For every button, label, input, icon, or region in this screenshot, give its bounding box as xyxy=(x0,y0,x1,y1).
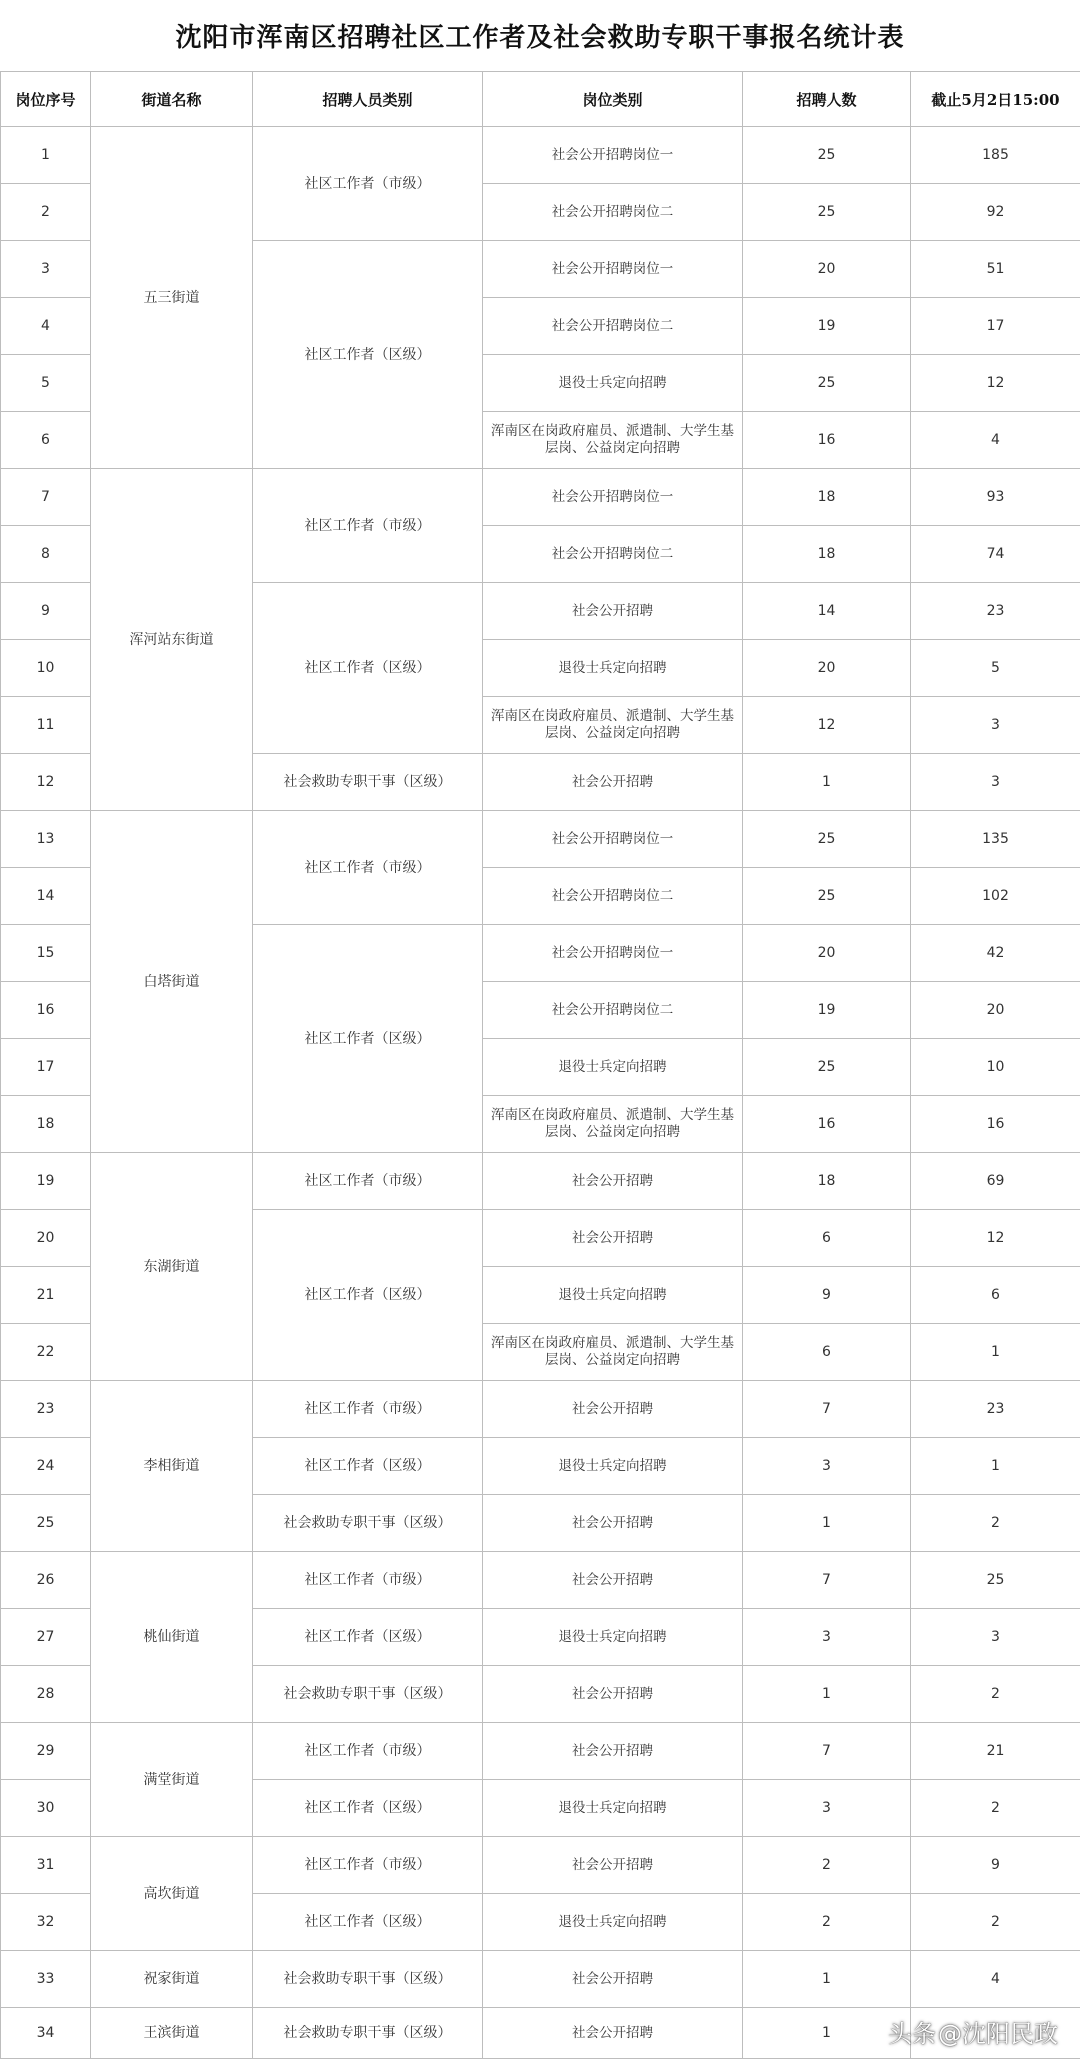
cell-applicants: 25 xyxy=(911,1552,1080,1609)
cell-position-type: 退役士兵定向招聘 xyxy=(483,1267,743,1324)
cell-applicants: 74 xyxy=(911,526,1080,583)
cell-street-name: 浑河站东街道 xyxy=(91,469,253,811)
cell-applicants: 51 xyxy=(911,241,1080,298)
cell-position-number: 19 xyxy=(1,1153,91,1210)
table-row xyxy=(1,1723,1080,1780)
cell-position-number: 28 xyxy=(1,1666,91,1723)
cell-street-name: 祝家街道 xyxy=(91,1951,253,2008)
cell-applicants: 5 xyxy=(911,640,1080,697)
cell-recruit-category: 社区工作者（区级） xyxy=(253,1210,483,1381)
cell-recruit-category: 社区工作者（市级） xyxy=(253,1381,483,1438)
table-row xyxy=(1,811,1080,868)
cell-applicants: 92 xyxy=(911,184,1080,241)
cell-quota: 25 xyxy=(743,127,911,184)
cell-quota: 12 xyxy=(743,697,911,754)
cell-position-number: 26 xyxy=(1,1552,91,1609)
header-position-number: 岗位序号 xyxy=(1,72,91,127)
cell-position-type: 社会公开招聘岗位二 xyxy=(483,868,743,925)
registration-table xyxy=(0,71,1080,2059)
cell-applicants: 6 xyxy=(911,1267,1080,1324)
cell-position-type: 退役士兵定向招聘 xyxy=(483,1894,743,1951)
cell-recruit-category: 社区工作者（区级） xyxy=(253,1609,483,1666)
cell-position-number: 6 xyxy=(1,412,91,469)
cell-recruit-category: 社会救助专职干事（区级） xyxy=(253,1495,483,1552)
cell-applicants: 16 xyxy=(911,1096,1080,1153)
cell-position-number: 16 xyxy=(1,982,91,1039)
cell-recruit-category: 社区工作者（区级） xyxy=(253,925,483,1153)
cell-position-number: 8 xyxy=(1,526,91,583)
cell-quota: 1 xyxy=(743,2008,911,2059)
cell-quota: 7 xyxy=(743,1552,911,1609)
cell-recruit-category: 社区工作者（区级） xyxy=(253,583,483,754)
cell-position-type: 浑南区在岗政府雇员、派遣制、大学生基层岗、公益岗定向招聘 xyxy=(483,697,743,754)
cell-quota: 18 xyxy=(743,526,911,583)
cell-recruit-category: 社区工作者（市级） xyxy=(253,1723,483,1780)
cell-position-number: 20 xyxy=(1,1210,91,1267)
cell-position-type: 社会公开招聘岗位一 xyxy=(483,127,743,184)
cell-quota: 6 xyxy=(743,1324,911,1381)
cell-position-number: 5 xyxy=(1,355,91,412)
cell-position-number: 31 xyxy=(1,1837,91,1894)
cell-applicants: 102 xyxy=(911,868,1080,925)
cell-quota: 1 xyxy=(743,754,911,811)
cell-position-number: 24 xyxy=(1,1438,91,1495)
cell-position-type: 浑南区在岗政府雇员、派遣制、大学生基层岗、公益岗定向招聘 xyxy=(483,412,743,469)
cell-applicants: 17 xyxy=(911,298,1080,355)
cell-applicants: 23 xyxy=(911,1381,1080,1438)
cell-position-number: 17 xyxy=(1,1039,91,1096)
cell-quota: 18 xyxy=(743,1153,911,1210)
cell-quota: 2 xyxy=(743,1837,911,1894)
cell-position-number: 29 xyxy=(1,1723,91,1780)
cell-position-number: 14 xyxy=(1,868,91,925)
cell-applicants: 20 xyxy=(911,982,1080,1039)
cell-position-number: 2 xyxy=(1,184,91,241)
table-row xyxy=(1,469,1080,526)
table-row xyxy=(1,1381,1080,1438)
header-applicants: 截止5月2日15:00 xyxy=(911,72,1080,127)
cell-applicants: 2 xyxy=(911,1780,1080,1837)
cell-quota: 7 xyxy=(743,1723,911,1780)
cell-recruit-category: 社区工作者（市级） xyxy=(253,811,483,925)
cell-position-type: 浑南区在岗政府雇员、派遣制、大学生基层岗、公益岗定向招聘 xyxy=(483,1096,743,1153)
cell-position-type: 社会公开招聘 xyxy=(483,1666,743,1723)
cell-applicants: 12 xyxy=(911,355,1080,412)
cell-position-type: 退役士兵定向招聘 xyxy=(483,1039,743,1096)
cell-recruit-category: 社区工作者（区级） xyxy=(253,241,483,469)
cell-applicants: 4 xyxy=(911,1951,1080,2008)
header-quota: 招聘人数 xyxy=(743,72,911,127)
header-position-type: 岗位类别 xyxy=(483,72,743,127)
cell-quota: 25 xyxy=(743,184,911,241)
cell-position-type: 社会公开招聘 xyxy=(483,754,743,811)
cell-position-type: 社会公开招聘 xyxy=(483,1495,743,1552)
cell-quota: 25 xyxy=(743,811,911,868)
cell-applicants: 69 xyxy=(911,1153,1080,1210)
cell-applicants: 23 xyxy=(911,583,1080,640)
cell-position-number: 13 xyxy=(1,811,91,868)
cell-quota: 6 xyxy=(743,1210,911,1267)
cell-applicants: 21 xyxy=(911,1723,1080,1780)
cell-quota: 3 xyxy=(743,1438,911,1495)
cell-applicants: 3 xyxy=(911,697,1080,754)
cell-position-number: 4 xyxy=(1,298,91,355)
cell-applicants: 4 xyxy=(911,412,1080,469)
cell-recruit-category: 社区工作者（区级） xyxy=(253,1780,483,1837)
cell-position-type: 社会公开招聘 xyxy=(483,2008,743,2059)
cell-position-number: 25 xyxy=(1,1495,91,1552)
cell-recruit-category: 社区工作者（市级） xyxy=(253,127,483,241)
cell-position-number: 32 xyxy=(1,1894,91,1951)
cell-position-number: 3 xyxy=(1,241,91,298)
cell-position-type: 社会公开招聘岗位一 xyxy=(483,241,743,298)
cell-street-name: 李相街道 xyxy=(91,1381,253,1552)
cell-recruit-category: 社区工作者（市级） xyxy=(253,1552,483,1609)
cell-recruit-category: 社区工作者（市级） xyxy=(253,1153,483,1210)
cell-recruit-category: 社会救助专职干事（区级） xyxy=(253,1666,483,1723)
table-row xyxy=(1,1951,1080,2008)
cell-position-number: 10 xyxy=(1,640,91,697)
cell-quota: 3 xyxy=(743,1609,911,1666)
cell-position-type: 社会公开招聘 xyxy=(483,1210,743,1267)
cell-quota: 18 xyxy=(743,469,911,526)
cell-quota: 16 xyxy=(743,412,911,469)
cell-quota: 1 xyxy=(743,1495,911,1552)
cell-position-type: 社会公开招聘 xyxy=(483,1837,743,1894)
cell-applicants: 3 xyxy=(911,754,1080,811)
cell-applicants: 42 xyxy=(911,925,1080,982)
cell-quota: 20 xyxy=(743,640,911,697)
cell-street-name: 高坎街道 xyxy=(91,1837,253,1951)
cell-applicants: 1 xyxy=(911,1324,1080,1381)
cell-position-type: 社会公开招聘岗位二 xyxy=(483,298,743,355)
cell-position-type: 退役士兵定向招聘 xyxy=(483,640,743,697)
cell-quota: 1 xyxy=(743,1666,911,1723)
table-header-row xyxy=(1,72,1080,127)
cell-quota: 14 xyxy=(743,583,911,640)
cell-position-type: 社会公开招聘 xyxy=(483,1153,743,1210)
cell-applicants: 93 xyxy=(911,469,1080,526)
cell-quota: 7 xyxy=(743,1381,911,1438)
cell-applicants: 3 xyxy=(911,1609,1080,1666)
cell-quota: 1 xyxy=(743,1951,911,2008)
cell-street-name: 东湖街道 xyxy=(91,1153,253,1381)
cell-quota: 20 xyxy=(743,925,911,982)
cell-position-type: 社会公开招聘岗位二 xyxy=(483,184,743,241)
cell-quota: 25 xyxy=(743,868,911,925)
cell-position-number: 15 xyxy=(1,925,91,982)
watermark xyxy=(888,2014,1058,2049)
cell-applicants: 10 xyxy=(911,1039,1080,1096)
cell-applicants: 185 xyxy=(911,127,1080,184)
cell-recruit-category: 社区工作者（区级） xyxy=(253,1438,483,1495)
cell-quota: 25 xyxy=(743,355,911,412)
cell-applicants: 135 xyxy=(911,811,1080,868)
cell-position-type: 社会公开招聘 xyxy=(483,1951,743,2008)
cell-recruit-category: 社区工作者（市级） xyxy=(253,1837,483,1894)
table-row xyxy=(1,1837,1080,1894)
cell-position-number: 21 xyxy=(1,1267,91,1324)
cell-recruit-category: 社区工作者（市级） xyxy=(253,469,483,583)
cell-position-number: 22 xyxy=(1,1324,91,1381)
cell-recruit-category: 社会救助专职干事（区级） xyxy=(253,2008,483,2059)
cell-recruit-category: 社会救助专职干事（区级） xyxy=(253,754,483,811)
watermark-account: @沈阳民政 xyxy=(938,2020,1058,2048)
cell-quota: 9 xyxy=(743,1267,911,1324)
cell-position-number: 9 xyxy=(1,583,91,640)
cell-position-number: 18 xyxy=(1,1096,91,1153)
cell-street-name: 王滨街道 xyxy=(91,2008,253,2059)
cell-quota: 19 xyxy=(743,982,911,1039)
cell-position-number: 11 xyxy=(1,697,91,754)
cell-position-number: 12 xyxy=(1,754,91,811)
cell-position-type: 社会公开招聘岗位一 xyxy=(483,469,743,526)
cell-position-type: 退役士兵定向招聘 xyxy=(483,1609,743,1666)
cell-quota: 16 xyxy=(743,1096,911,1153)
cell-position-number: 7 xyxy=(1,469,91,526)
cell-applicants: 2 xyxy=(911,1495,1080,1552)
cell-position-type: 退役士兵定向招聘 xyxy=(483,1438,743,1495)
cell-position-type: 社会公开招聘 xyxy=(483,1381,743,1438)
cell-recruit-category: 社会救助专职干事（区级） xyxy=(253,1951,483,2008)
table-row xyxy=(1,127,1080,184)
cell-position-number: 33 xyxy=(1,1951,91,2008)
cell-street-name: 桃仙街道 xyxy=(91,1552,253,1723)
cell-quota: 2 xyxy=(743,1894,911,1951)
cell-position-number: 23 xyxy=(1,1381,91,1438)
cell-applicants: 2 xyxy=(911,1666,1080,1723)
cell-position-number: 27 xyxy=(1,1609,91,1666)
cell-applicants: 12 xyxy=(911,1210,1080,1267)
cell-street-name: 满堂街道 xyxy=(91,1723,253,1837)
header-street-name: 街道名称 xyxy=(91,72,253,127)
watermark-prefix: 头条 xyxy=(888,2020,936,2048)
cell-position-type: 社会公开招聘 xyxy=(483,583,743,640)
cell-applicants: 2 xyxy=(911,1894,1080,1951)
cell-street-name: 五三街道 xyxy=(91,127,253,469)
page-title: 沈阳市浑南区招聘社区工作者及社会救助专职干事报名统计表 xyxy=(0,0,1080,72)
cell-position-type: 退役士兵定向招聘 xyxy=(483,355,743,412)
cell-position-type: 社会公开招聘岗位二 xyxy=(483,526,743,583)
cell-position-type: 社会公开招聘岗位一 xyxy=(483,811,743,868)
cell-quota: 20 xyxy=(743,241,911,298)
table-row xyxy=(1,1153,1080,1210)
header-recruit-category: 招聘人员类别 xyxy=(253,72,483,127)
table-row xyxy=(1,1552,1080,1609)
cell-quota: 19 xyxy=(743,298,911,355)
cell-street-name: 白塔街道 xyxy=(91,811,253,1153)
cell-recruit-category: 社区工作者（区级） xyxy=(253,1894,483,1951)
cell-quota: 3 xyxy=(743,1780,911,1837)
cell-position-type: 社会公开招聘岗位一 xyxy=(483,925,743,982)
cell-position-type: 社会公开招聘岗位二 xyxy=(483,982,743,1039)
cell-position-number: 30 xyxy=(1,1780,91,1837)
cell-position-type: 社会公开招聘 xyxy=(483,1723,743,1780)
cell-position-number: 1 xyxy=(1,127,91,184)
cell-applicants: 9 xyxy=(911,1837,1080,1894)
cell-position-type: 社会公开招聘 xyxy=(483,1552,743,1609)
cell-quota: 25 xyxy=(743,1039,911,1096)
cell-position-type: 浑南区在岗政府雇员、派遣制、大学生基层岗、公益岗定向招聘 xyxy=(483,1324,743,1381)
cell-applicants: 1 xyxy=(911,1438,1080,1495)
cell-position-number: 34 xyxy=(1,2008,91,2059)
cell-position-type: 退役士兵定向招聘 xyxy=(483,1780,743,1837)
